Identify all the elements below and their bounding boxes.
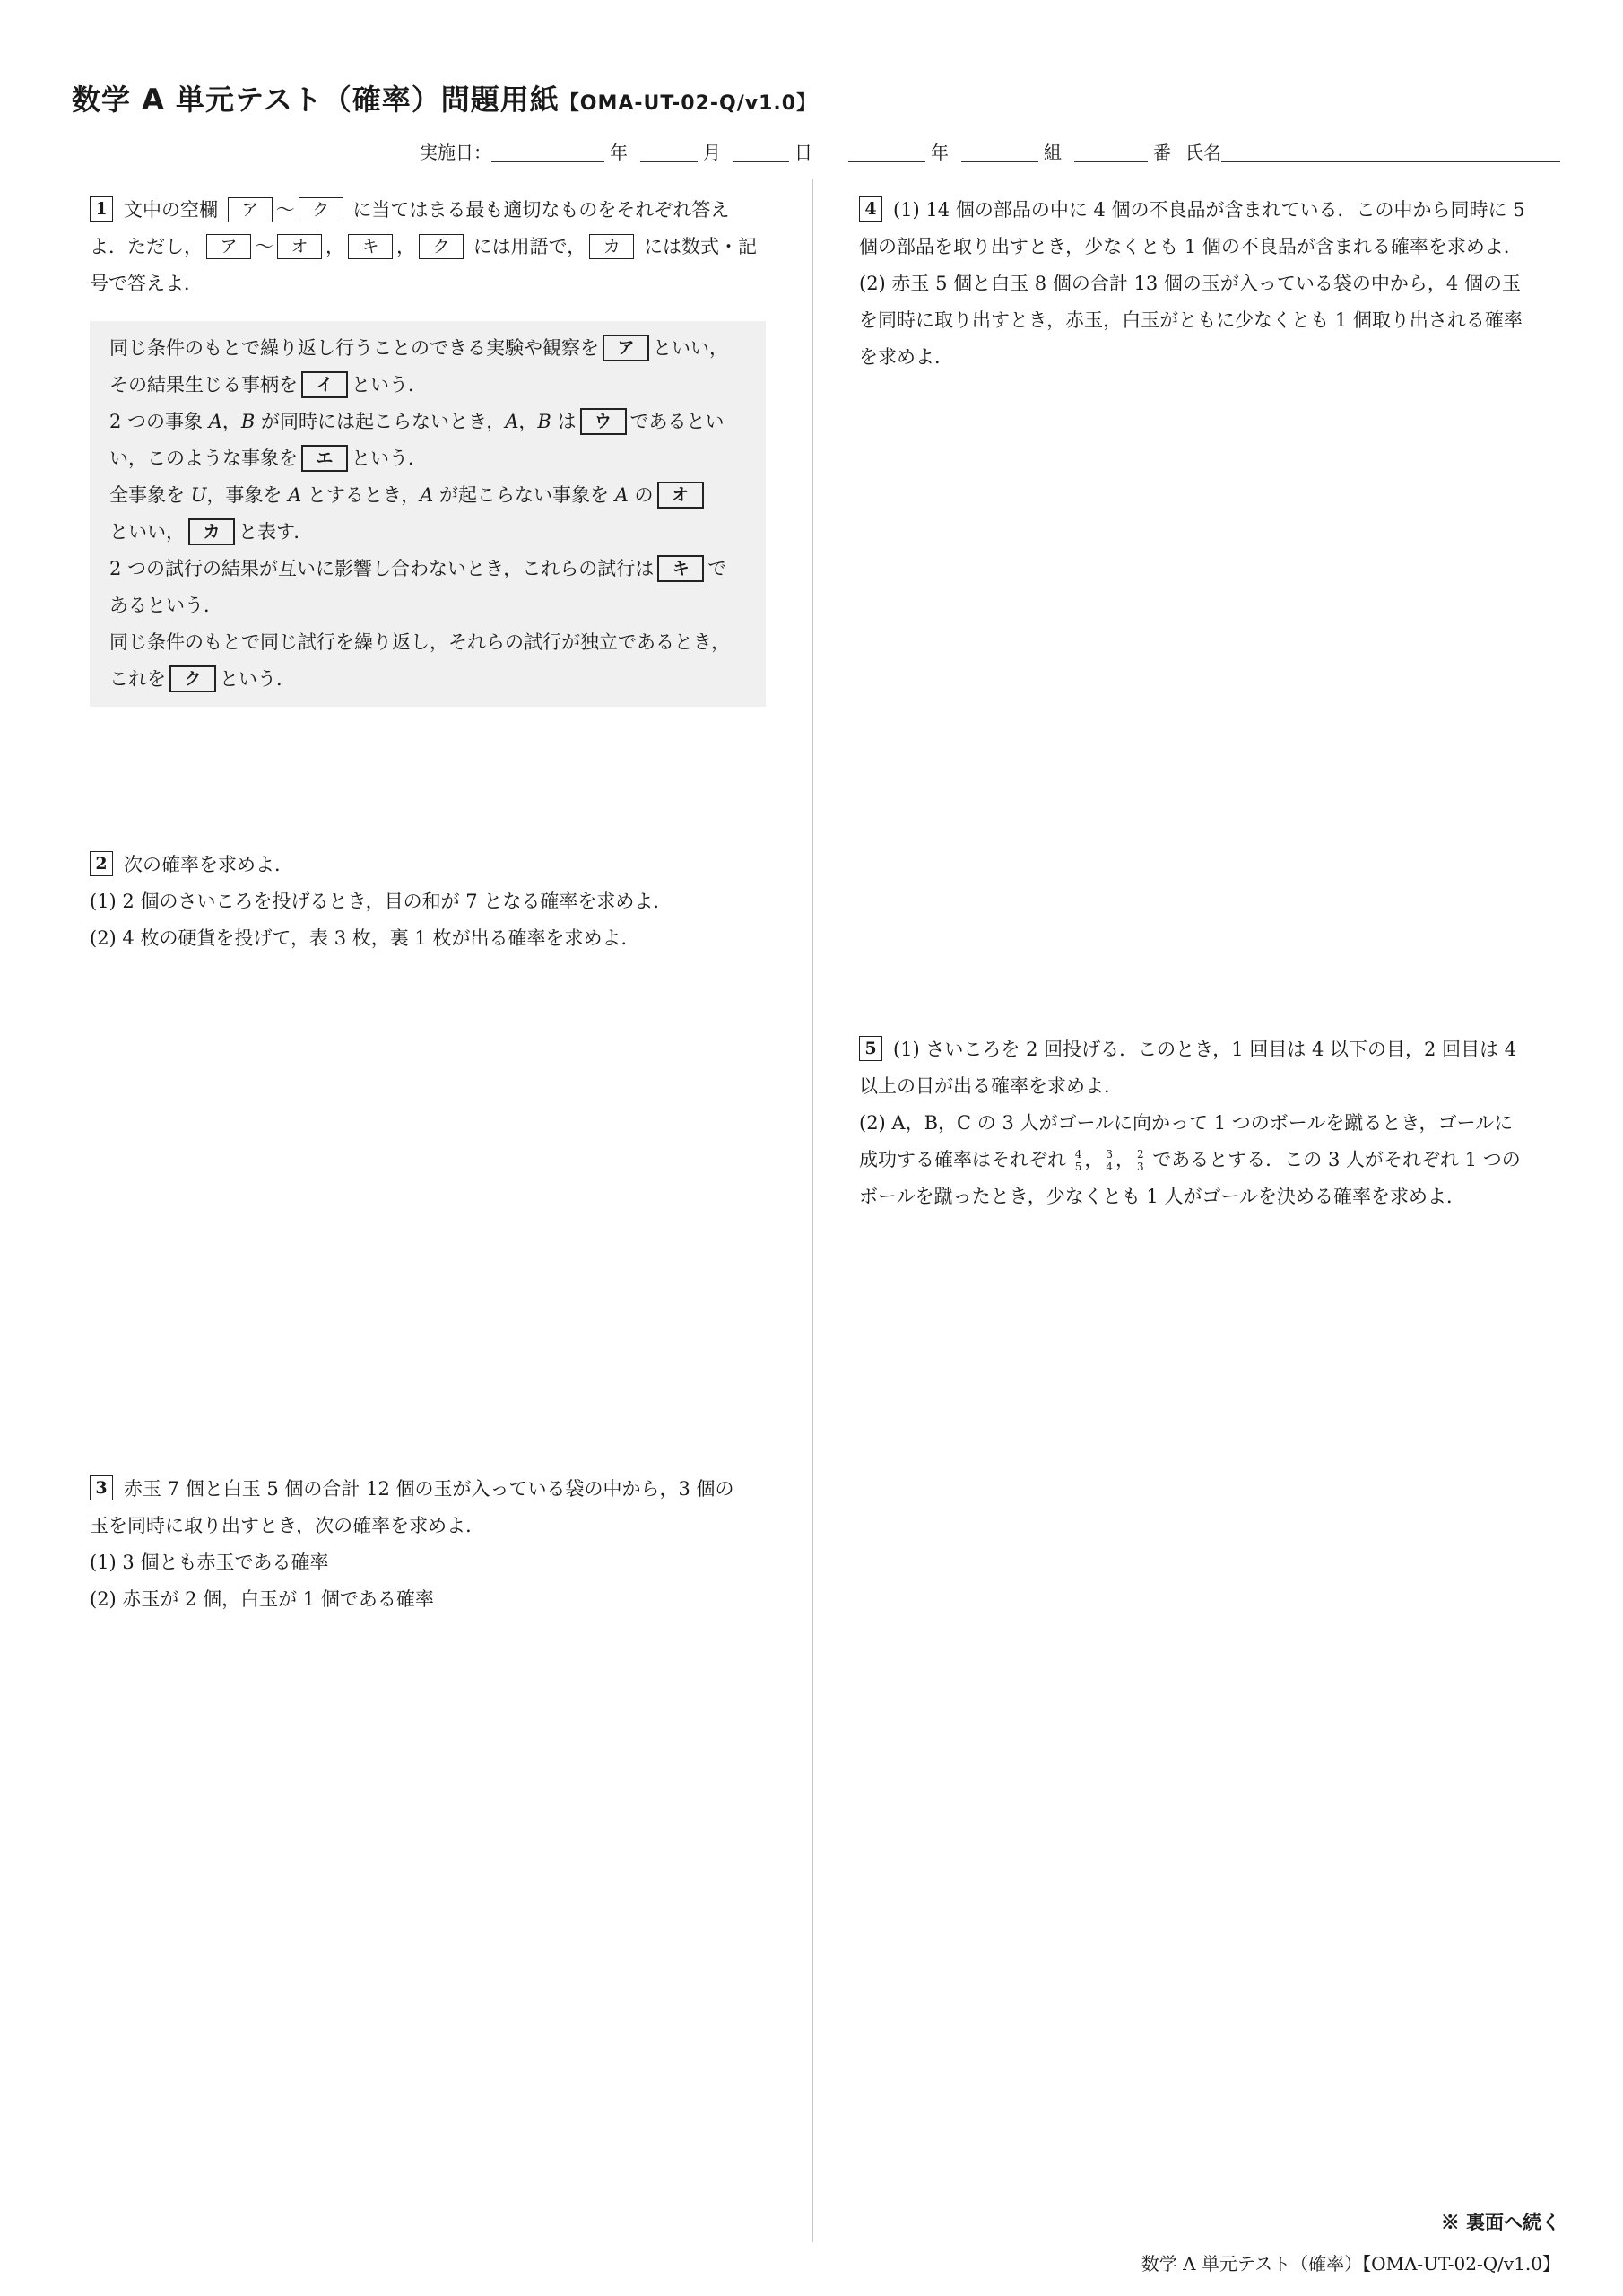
passage-line (109, 404, 746, 440)
doc-code: 【OMA-UT-02-Q/v1.0】 (559, 92, 818, 115)
passage-text: で (707, 558, 727, 579)
blank-box-ki: キ (657, 555, 704, 582)
passage-text: といい， (109, 521, 185, 543)
q4-line-4: を同時に取り出すとき，赤玉，白玉がともに少なくとも 1 個取り出される確率 (859, 309, 1523, 331)
q2-number: 2 (90, 851, 113, 876)
fraction-2-3 (1136, 1149, 1145, 1173)
q2-text: 次の確率を求めよ． (124, 854, 293, 875)
passage-line (109, 477, 746, 514)
q4-number: 4 (859, 196, 882, 222)
passage-text: とするとき， (307, 484, 421, 506)
title-text: 数学 A 単元テスト（確率）問題用紙 (72, 83, 560, 117)
passage-text: が同時には起こらないとき， (261, 411, 506, 432)
month-label: 月 (703, 142, 721, 163)
question-1 (90, 192, 771, 302)
passage-text: という． (352, 374, 427, 396)
passage-text: 同じ条件のもとで繰り返し行うことのできる実験や観察を (109, 337, 599, 359)
passage-text: ，事象を (206, 484, 282, 506)
question-3 (90, 1471, 771, 1618)
blank-box-a: ア (603, 335, 649, 361)
var-a: A (288, 484, 302, 506)
q4-line-3: (2) 赤玉 5 個と白玉 8 個の合計 13 個の玉が入っている袋の中から，4 個の玉 (859, 273, 1521, 294)
blank-box: ア (228, 197, 273, 222)
blank-box: キ (348, 234, 393, 259)
denominator: 3 (1136, 1161, 1144, 1173)
denominator: 4 (1106, 1161, 1113, 1173)
passage-text: が起こらない事象を (438, 484, 609, 506)
tilde: 〜 (255, 236, 273, 257)
q5-text: であるとする．この 3 人がそれぞれ 1 つの (1152, 1149, 1521, 1170)
grade-blank[interactable] (848, 142, 925, 162)
q4-line-1 (859, 192, 1541, 229)
student-info-line (848, 138, 1560, 164)
var-a: A (614, 484, 629, 506)
passage-text: の (634, 484, 654, 506)
blank-box-o: オ (657, 482, 704, 509)
q1-passage-panel (90, 321, 766, 707)
blank-box-ku: ク (169, 665, 216, 692)
passage-text: これを (109, 668, 166, 690)
q4-line-2: 個の部品を取り出すとき，少なくとも 1 個の不良品が含まれる確率を求めよ． (859, 236, 1523, 257)
name-blank[interactable] (1221, 142, 1560, 162)
passage-text: であるとい (629, 411, 725, 432)
q1-text: よ．ただし， (90, 236, 203, 257)
passage-text: は (557, 411, 577, 432)
q5-line-1 (859, 1031, 1541, 1068)
blank-box-u: ウ (580, 408, 627, 435)
blank-box: カ (589, 234, 634, 259)
var-b: B (537, 411, 551, 432)
passage-text: と表す． (239, 521, 313, 543)
passage-line (109, 514, 746, 551)
question-4 (859, 192, 1541, 376)
q3-text: 赤玉 7 個と白玉 5 個の合計 12 個の玉が入っている袋の中から，3 個の (124, 1478, 734, 1500)
q1-text: には用語で， (473, 236, 586, 257)
passage-text: その結果生じる事柄を (109, 374, 298, 396)
class-blank[interactable] (961, 142, 1038, 162)
year-label: 年 (610, 142, 628, 163)
grade-label: 年 (931, 142, 949, 163)
column-divider (812, 179, 813, 2242)
q3-item-2: (2) 赤玉が 2 個，白玉が 1 個である確率 (90, 1588, 434, 1610)
passage-line (109, 661, 746, 698)
q5-line-4 (859, 1142, 1541, 1178)
q4-text: (1) 14 個の部品の中に 4 個の不良品が含まれている．この中から同時に 5 (893, 199, 1525, 221)
class-label: 組 (1044, 142, 1062, 163)
year-blank[interactable] (491, 142, 604, 162)
passage-text: 2 つの試行の結果が互いに影響し合わないとき，これらの試行は (109, 558, 655, 579)
blank-box: ア (206, 234, 251, 259)
blank-box-e: エ (301, 445, 348, 472)
q3-line-2: 玉を同時に取り出すとき，次の確率を求めよ． (90, 1515, 485, 1536)
q1-text: には数式・記 (643, 236, 757, 257)
comma: ， (221, 411, 241, 432)
number-label: 番 (1153, 142, 1171, 163)
blank-box-i: イ (301, 371, 348, 398)
comma: ， (325, 236, 344, 257)
blank-box: ク (419, 234, 464, 259)
q5-number: 5 (859, 1036, 882, 1061)
passage-text: という． (352, 448, 427, 469)
passage-text: 全事象を (109, 484, 185, 506)
month-blank[interactable] (640, 142, 698, 162)
q2-item-1: (1) 2 個のさいころを投げるとき，目の和が 7 となる確率を求めよ． (90, 891, 673, 912)
passage-line (109, 440, 746, 477)
blank-box: オ (277, 234, 322, 259)
q5-text: (1) さいころを 2 回投げる．このとき，1 回目は 4 以下の目，2 回目は 4 (893, 1039, 1517, 1060)
numerator: 3 (1106, 1148, 1113, 1161)
blank-box-ka: カ (188, 518, 235, 545)
passage-text: という． (220, 668, 295, 690)
q3-line-1 (90, 1471, 771, 1508)
q2-intro (90, 847, 771, 883)
comma: ， (396, 236, 415, 257)
q1-text: 文中の空欄 (124, 199, 218, 221)
comma: ， (518, 411, 538, 432)
day-label: 日 (794, 142, 812, 163)
day-blank[interactable] (733, 142, 789, 162)
var-a: A (420, 484, 434, 506)
q1-intro-line3: 号で答えよ． (90, 273, 203, 294)
var-u: U (190, 484, 207, 506)
question-5 (859, 1031, 1541, 1215)
passage-text: といい， (653, 337, 728, 359)
fraction-3-4 (1105, 1149, 1114, 1173)
numerator: 2 (1136, 1148, 1144, 1161)
continue-note: ※ 裏面へ続く (1440, 2211, 1560, 2233)
footer-label: 数学 A 単元テスト（確率）【OMA-UT-02-Q/v1.0】 (1141, 2253, 1560, 2274)
q2-item-2: (2) 4 枚の硬貨を投げて，表 3 枚，裏 1 枚が出る確率を求めよ． (90, 927, 640, 949)
var-a: A (505, 411, 519, 432)
denominator: 5 (1074, 1161, 1082, 1173)
q1-intro-line1 (90, 192, 771, 229)
q1-intro-line2 (90, 229, 771, 265)
page-title (72, 77, 817, 118)
numerator: 4 (1074, 1148, 1082, 1161)
date-label: 実施日： (420, 142, 491, 163)
comma: ， (1084, 1149, 1104, 1170)
passage-text: 2 つの事象 (109, 411, 204, 432)
fraction-4-5 (1074, 1149, 1083, 1173)
number-blank[interactable] (1074, 142, 1148, 162)
name-label: 氏名 (1185, 142, 1221, 163)
comma: ， (1115, 1149, 1134, 1170)
info-line (420, 138, 812, 164)
passage-line (109, 367, 746, 404)
q5-line-3: (2) A，B，C の 3 人がゴールに向かって 1 つのボールを蹴るとき，ゴールに (859, 1112, 1514, 1134)
passage-line: 同じ条件のもとで同じ試行を繰り返し，それらの試行が独立であるとき， (109, 631, 731, 653)
question-2 (90, 847, 771, 957)
passage-text: い，このような事象を (109, 448, 298, 469)
blank-box: ク (299, 197, 343, 222)
q5-line-5: ボールを蹴ったとき，少なくとも 1 人がゴールを決める確率を求めよ． (859, 1186, 1466, 1207)
tilde: 〜 (275, 199, 295, 221)
q3-item-1: (1) 3 個とも赤玉である確率 (90, 1552, 329, 1573)
var-a: A (208, 411, 222, 432)
var-b: B (240, 411, 256, 432)
q4-line-5: を求めよ． (859, 346, 953, 368)
passage-line (109, 551, 746, 587)
q1-text: に当てはまる最も適切なものをそれぞれ答え (352, 199, 730, 221)
q5-text: 成功する確率はそれぞれ (859, 1149, 1066, 1170)
passage-line (109, 330, 746, 367)
passage-line: あるという． (109, 595, 222, 616)
q5-line-2: 以上の目が出る確率を求めよ． (859, 1075, 1123, 1097)
q1-number: 1 (90, 196, 113, 222)
q3-number: 3 (90, 1475, 113, 1500)
